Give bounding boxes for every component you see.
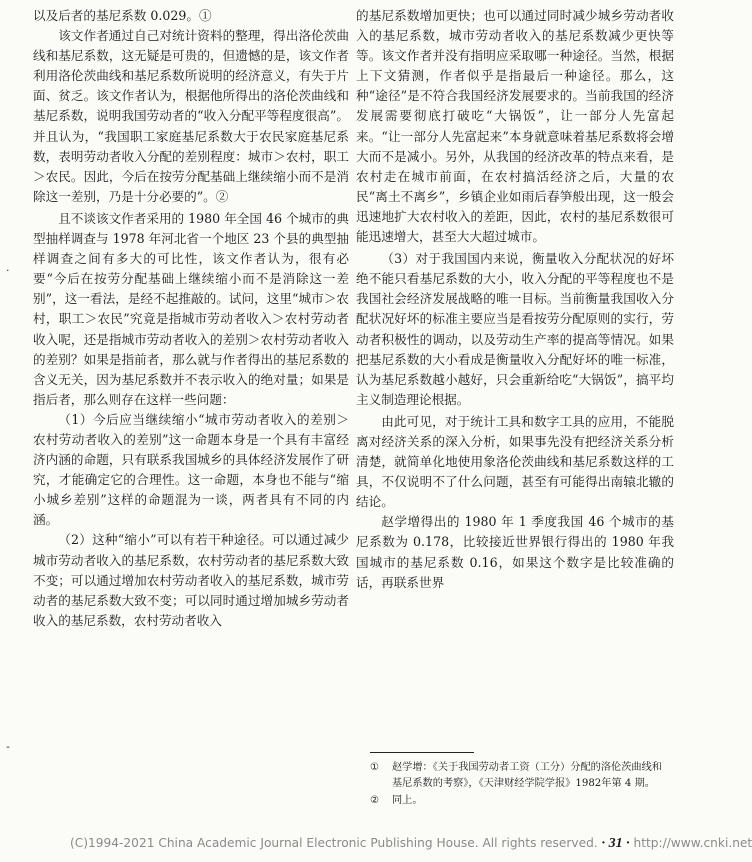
paragraph: 由此可见，对于统计工具和数字工具的应用，不能脱离对经济关系的深入分析，如果事先没有把经济关系分析清楚，就简单化地使用象洛伦茨曲线和基尼系数这样的工具，不仅说明不了什么问题，甚至有可能得出南辕北辙的结论。 xyxy=(356,413,674,510)
scan-mark: - xyxy=(6,740,10,753)
footnote-divider xyxy=(370,752,474,753)
paragraph: 以及后者的基尼系数 0.029。① xyxy=(33,8,212,23)
footnote xyxy=(370,760,670,791)
footnote-text: 赵学增：《关于我国劳动者工资（工分）分配的洛伦茨曲线和基尼系数的考察》，《天津财经学院学报》1982年第 4 期。 xyxy=(392,762,662,789)
paragraph: 赵学增得出的 1980 年 1 季度我国 46 个城市的基尼系数为 0.178，比较接近世界银行得出的 1980 年我国城市的基尼系数 0.16，如果这个数字是比较准确的话，再联系世界 xyxy=(356,514,674,590)
paragraph: （3）对于我国国内来说，衡量收入分配状况的好坏绝不能只看基尼系数的大小，收入分配的平等程度也不是我国社会经济发展战略的唯一目标。当前衡量我国收入分配状况好坏的标准主要应当是看按劳分配原则的实行，劳动者积极性的调动，以及劳动生产率的提高等情况。如果把基尼系数的大小看成是衡量收入分配好坏的唯一标准，认为基尼系数越小越好，只会重新给吃“大锅饭”，搞平均主义制造理论根据。 xyxy=(356,251,674,407)
footnotes xyxy=(370,760,670,811)
paragraph: 该文作者通过自己对统计资料的整理，得出洛伦茨曲线和基尼系数，这无疑是可贵的，但遗憾的是，该文作者利用洛伦茨曲线和基尼系数所说明的经济意义，有失于片面、贫乏。该文作者认为，根据他所得出的洛伦茨曲线和基尼系数，说明我国劳动者的“收入分配平等程度很高”。并且认为，“我国职工家庭基尼系数大于农民家庭基尼系数，表明劳动者收入分配的差别程度：城市＞农村，职工＞农民。因此，今后在按劳分配基础上继续缩小而不是消除这一差别，乃是十分必要的”。② xyxy=(33,28,349,204)
source-url: http://www.cnki.net xyxy=(633,836,752,850)
left-column xyxy=(33,6,349,631)
scan-mark: · xyxy=(6,264,10,277)
page-footer xyxy=(0,836,752,856)
copyright-notice: (C)1994-2021 China Academic Journal Electronic Publishing House. All rights reserved. xyxy=(70,836,598,850)
paragraph: 的基尼系数增加更快；也可以通过同时减少城乡劳动者收入的基尼系数，城市劳动者收入的基尼系数减少更快等等。该文作者并没有指明应采取哪一种途径。当然，根据上下文猜测，作者似乎是指最后一种途径。那么，这种“途径”是不符合我国经济发展要求的。当前我国的经济发展需要彻底打破吃“大锅饭”，让一部分人先富起来。“让一部分人先富起来”本身就意味着基尼系数将会增大而不是减小。另外，从我国的经济改革的特点来看，是农村走在城市前面，在农村搞活经济之后，大量的农民“离土不离乡”，乡镇企业如雨后春笋般出现，这一般会迅速地扩大农村收入的差距，因此，农村的基尼系数很可能迅速增大，甚至大大超过城市。 xyxy=(356,8,674,245)
paragraph: （1）今后应当继续缩小“城市劳动者收入的差别＞农村劳动者收入的差别”这一命题本身是一个具有丰富经济内涵的命题，只有联系我国城乡的具体经济发展作了研究，才能确定它的合理性。这一命题，本身也不能与“缩小城乡差别”这样的命题混为一谈，两者具有不同的内涵。 xyxy=(33,411,349,528)
footnote-mark: ① xyxy=(370,762,380,773)
footnote-text: 同上。 xyxy=(392,795,423,806)
paragraph: （2）这种“缩小”可以有若干种途径。可以通过减少城市劳动者收入的基尼系数，农村劳动者的基尼系数大致不变；可以通过增加农村劳动者收入的基尼系数，城市劳动者的基尼系数大致不变；可以同时通过增加城乡劳动者收入的基尼系数，农村劳动者收入 xyxy=(33,532,349,628)
page-number: · 31 · xyxy=(601,836,630,851)
paragraph: 且不谈该文作者采用的 1980 年全国 46 个城市的典型抽样调查与 1978 年河北省一个地区 23 个县的典型抽样调查之间有多大的可比性，该文作者认为，很有必要“今后在按劳分配基础上继续缩小而不是消除这一差别”，这一看法，是经不起推敲的。试问，这里“城市＞农村，职工＞农民”究竟是指城市劳动者收入＞农村劳动者收入呢，还是指城市劳动者收入的差别＞农村劳动者收入的差别？如果是指前者，那么就与作者得出的基尼系数的含义无关，因为基尼系数并不表示收入的绝对量；如果是指后者，那么则存在这样一些问题： xyxy=(33,210,349,407)
footnote xyxy=(370,793,670,809)
footnote-mark: ② xyxy=(370,795,380,806)
right-column xyxy=(356,6,674,593)
